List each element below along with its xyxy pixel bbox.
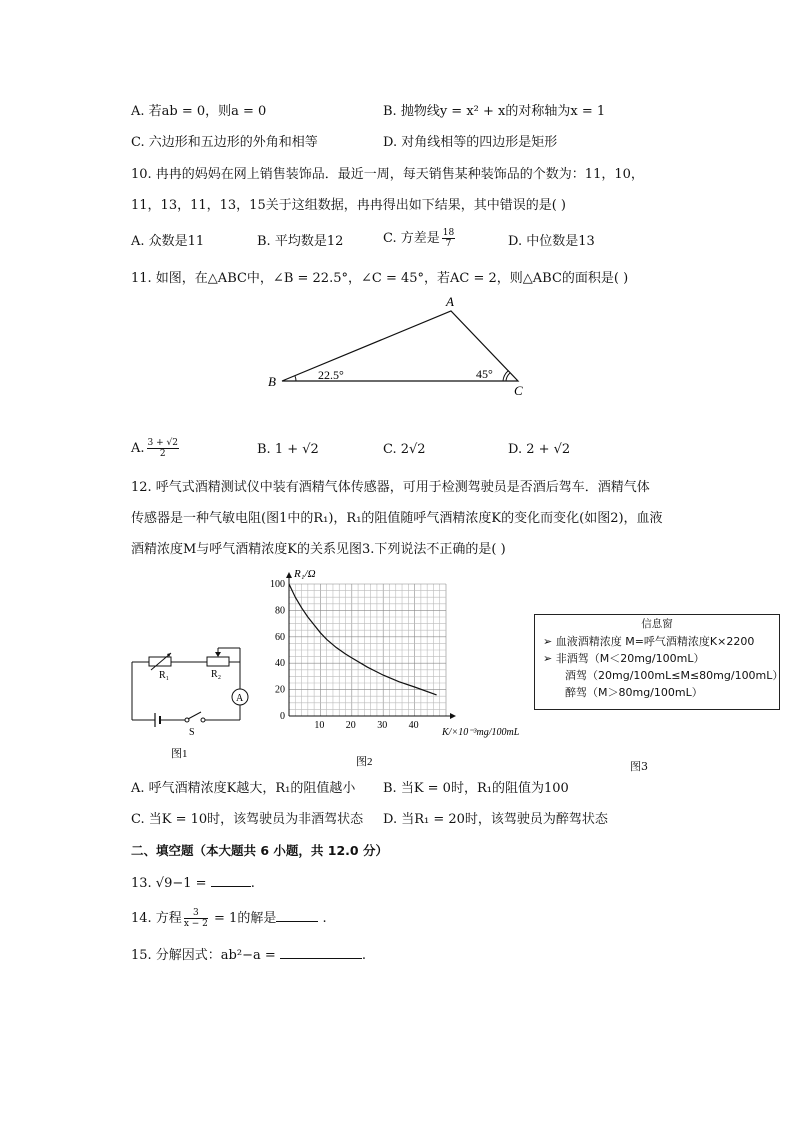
q10-option-c (383, 228, 457, 249)
angle-c-arc (506, 373, 510, 381)
info-row-non-drunk: ➢ 非酒驾（M＜20mg/100mL） (543, 652, 705, 665)
q13-stem: 13. √9−1 = (131, 876, 211, 891)
q11-option-b: B. 1 + √2 (257, 442, 319, 457)
q13 (131, 874, 255, 893)
label-ammeter: A (236, 693, 244, 704)
vertex-label-b: B (268, 374, 276, 389)
angle-b-label: 22.5° (318, 368, 344, 382)
q14 (131, 908, 327, 929)
q10-frac-num: 18 (442, 228, 455, 238)
q10-stem-line2: 11，13，11，13，15关于这组数据，冉冉得出如下结果，其中错误的是( ) (131, 198, 566, 213)
x-tick-label: 40 (408, 720, 419, 731)
y-tick-label: 60 (275, 631, 285, 643)
q10-option-d: D. 中位数是13 (508, 234, 595, 249)
q10-variance-fraction (442, 228, 455, 249)
q15 (131, 946, 366, 965)
q10-option-a: A. 众数是11 (131, 234, 205, 249)
q15-stem: 15. 分解因式：ab²−a = (131, 948, 280, 963)
angle-b-arc (295, 376, 296, 381)
q12-option-c: C. 当K = 10时，该驾驶员为非酒驾状态 (131, 812, 364, 827)
info-row-formula: ➢ 血液酒精浓度 M=呼气酒精浓度K×2200 (543, 635, 755, 648)
q12-resistance-chart (262, 564, 534, 774)
q12-stem-line3: 酒精浓度M与呼气酒精浓度K的关系见图3.下列说法不正确的是( ) (131, 542, 506, 557)
q14-frac-num: 3 (184, 908, 208, 919)
q11-frac-num: 3 + √2 (147, 438, 178, 448)
q14-frac-den: x − 2 (183, 919, 208, 929)
angle-c-label: 45° (476, 367, 493, 381)
info-row-drunk: 酒驾（20mg/100mL≤M≤80mg/100mL） (565, 669, 784, 682)
x-tick-label: 20 (345, 720, 356, 731)
q14-prefix: 14. 方程 (131, 911, 182, 926)
q14-end: . (318, 911, 327, 926)
label-switch: S (189, 727, 195, 738)
q11-stem: 11. 如图，在△ABC中，∠B = 22.5°，∠C = 45°，若AC = 2，则△ABC的面积是( ) (131, 271, 629, 286)
q10-option-b: B. 平均数是12 (257, 234, 344, 249)
q14-suffix: = 1的解是 (209, 911, 277, 926)
y-tick-label: 100 (270, 579, 285, 590)
label-r2: R₂ (211, 669, 222, 680)
q11-frac-den: 2 (159, 449, 166, 459)
q12-stem-line2: 传感器是一种气敏电阻(图1中的R₁)，R₁的阻值随呼气酒精浓度K的变化而变化(如图2)，血液 (131, 511, 663, 526)
q12-option-b: B. 当K = 0时，R₁的阻值为100 (383, 781, 569, 796)
q13-answer-blank[interactable] (211, 874, 251, 887)
y-tick-label: 0 (280, 711, 285, 722)
q15-end: . (361, 948, 367, 963)
section-heading-fill-in: 二、填空题（本大题共 6 小题，共 12.0 分） (131, 843, 388, 858)
resistor-r1 (149, 657, 171, 666)
info-window (534, 614, 784, 710)
y-tick-label: 40 (275, 658, 285, 670)
label-r1: R₁ (159, 670, 170, 681)
q9-option-d: D. 对角线相等的四边形是矩形 (383, 135, 558, 150)
q13-end: . (250, 876, 255, 891)
q9-option-c: C. 六边形和五边形的外角和相等 (131, 135, 318, 150)
q15-answer-blank[interactable] (280, 946, 362, 959)
q12-stem-line1: 12. 呼气式酒精测试仪中装有酒精气体传感器，可用于检测驾驶员是否酒后驾车．酒精气体 (131, 480, 650, 495)
y-axis-arrow (286, 572, 292, 578)
q10-frac-den: 7 (445, 239, 452, 249)
q14-fraction (184, 908, 208, 929)
vertex-label-a: A (446, 294, 454, 309)
q12-option-d: D. 当R₁ = 20时，该驾驶员为醉驾状态 (383, 812, 608, 827)
q10-option-c-prefix: C. 方差是 (383, 231, 440, 246)
q9-option-b: B. 抛物线y = x² + x的对称轴为x = 1 (383, 104, 606, 119)
q11-option-d: D. 2 + √2 (508, 442, 571, 457)
q11-option-a-fraction (147, 438, 179, 459)
q11-option-a (131, 438, 181, 459)
y-axis-label: R₁/Ω (294, 568, 316, 580)
q9-option-a: A. 若ab = 0，则a = 0 (131, 104, 267, 119)
q11-option-c: C. 2√2 (383, 442, 426, 457)
x-tick-label: 10 (314, 720, 325, 731)
y-tick-label: 20 (275, 684, 285, 696)
info-window-title: 信息窗 (641, 618, 673, 630)
resistor-r2 (207, 657, 229, 666)
fig3-caption: 图3 (630, 760, 648, 773)
q11-triangle-figure (260, 292, 540, 402)
fig2-caption: 图2 (356, 756, 373, 768)
x-axis-label: K/×10⁻³mg/100mL (442, 727, 520, 738)
q11-option-a-prefix: A. (131, 441, 145, 456)
vertex-label-c: C (514, 383, 523, 398)
info-row-heavily-drunk: 醉驾（M＞80mg/100mL） (565, 686, 703, 699)
switch-s (188, 712, 201, 719)
q10-stem-line1: 10. 冉冉的妈妈在网上销售装饰品．最近一周，每天销售某种装饰品的个数为：11，10， (131, 167, 644, 182)
q12-option-a: A. 呼气酒精浓度K越大，R₁的阻值越小 (131, 781, 356, 796)
fig1-caption: 图1 (171, 748, 188, 760)
q12-circuit-figure (125, 640, 255, 765)
x-axis-arrow (450, 713, 456, 719)
q14-answer-blank[interactable] (276, 909, 318, 922)
y-tick-label: 80 (275, 605, 285, 617)
x-tick-label: 30 (377, 720, 388, 731)
